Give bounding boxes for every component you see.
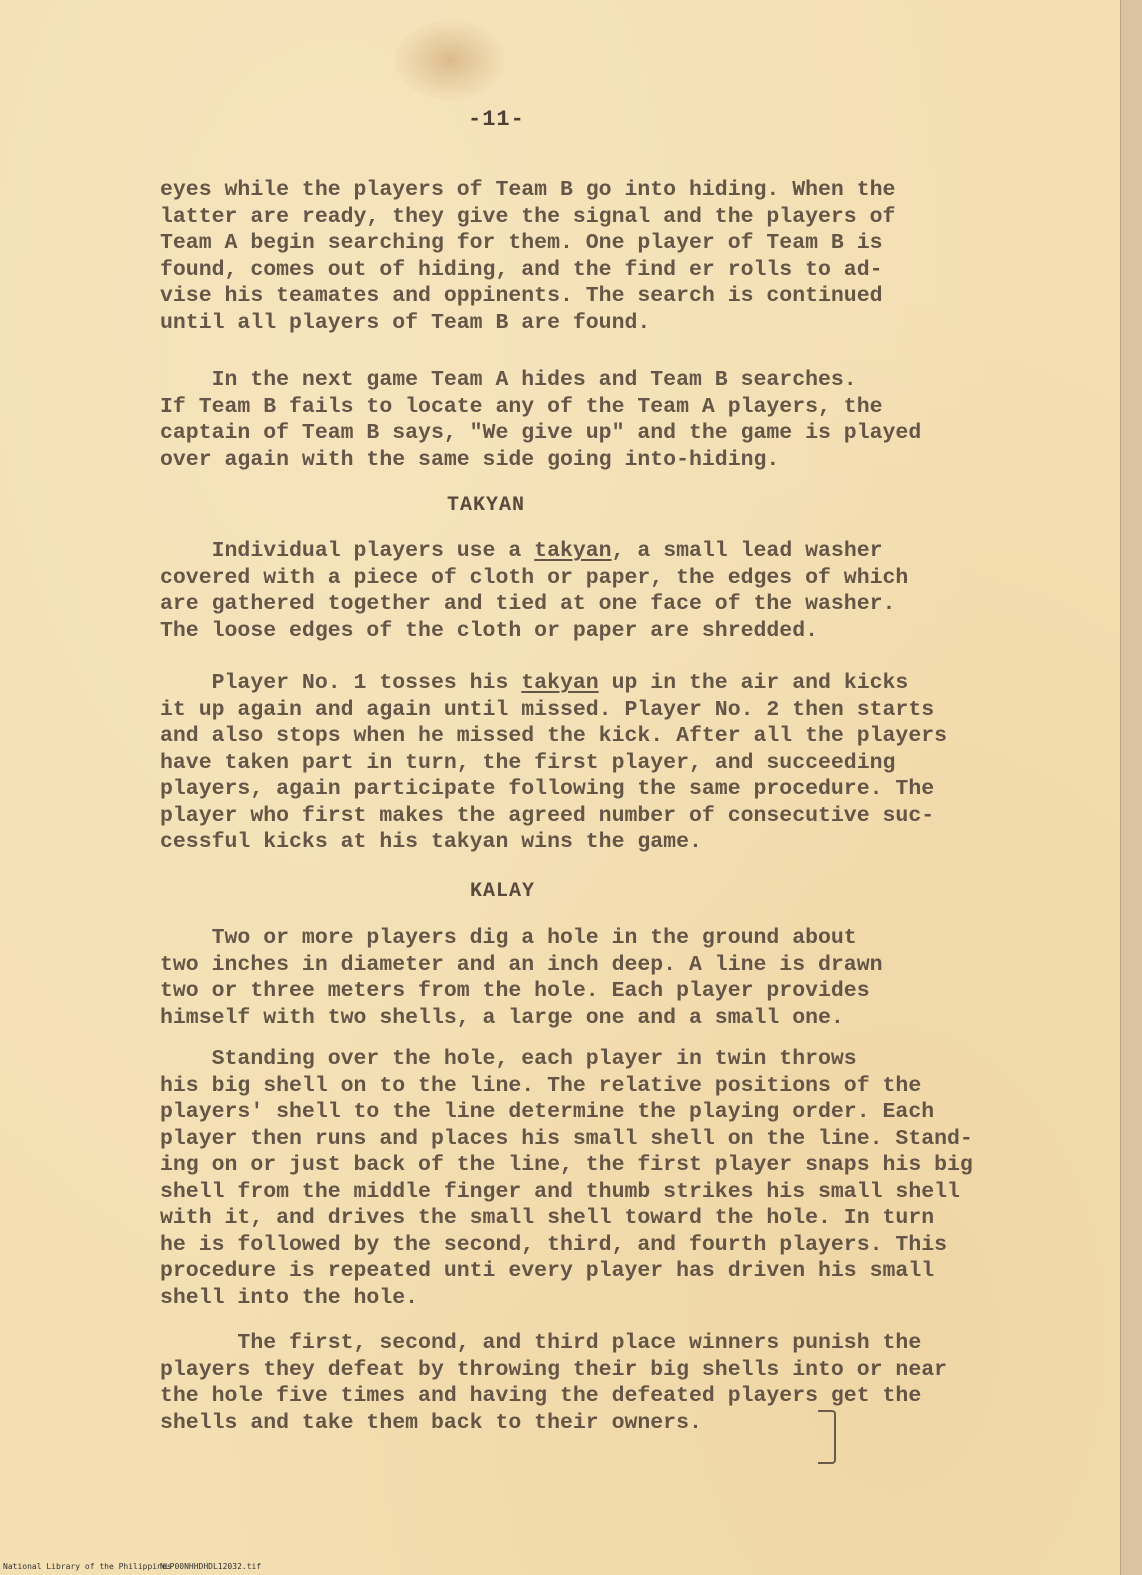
paragraph-text: Player No. 1 tosses his	[160, 671, 522, 695]
paragraph-kalay-setup: Two or more players dig a hole in the ground about two inches in diameter and an inch deep. A line is drawn two or three meters from the hole. Each player provides himself with two shells, a large one and a small one.	[160, 926, 883, 1030]
paragraph-text: Individual players use a	[160, 539, 535, 563]
heading-kalay: KALAY	[470, 880, 536, 903]
term-takyan: takyan	[534, 539, 612, 563]
page-number: -11-	[468, 107, 525, 132]
paragraph-kalay-winners: The first, second, and third place winners punish the players they defeat by throwing their big shells into or near the hole five times and having the defeated players get the shells and take them back to their owners.	[160, 1331, 948, 1435]
handwritten-bracket-mark	[818, 1410, 836, 1464]
paragraph-hide-and-seek-end: eyes while the players of Team B go into hiding. When the latter are ready, they give the signal and the players of Team A begin searching for them. One player of Team B is found, comes out of hiding, and the find er rolls to ad- vise his teamates and oppinents. The search is continued until all players of Team B are found.	[160, 178, 896, 335]
paragraph-team-a-hides: In the next game Team A hides and Team B searches. If Team B fails to locate any of the Team A players, the captain of Team B says, "We give up" and the game is played over again with the same side going into-hiding.	[160, 368, 922, 472]
page-edge	[1120, 0, 1142, 1575]
footer-file-id: NLP00NHHDHDL12032.tif	[160, 1562, 262, 1571]
footer-library-name: National Library of the Philippines	[3, 1562, 172, 1571]
paragraph-takyan-rules	[160, 670, 1110, 856]
paragraph-text: up in the air and kicks it up again and again until missed. Player No. 2 then starts and also stops when he missed the kick. After all the players have taken part in turn, the first player, and succeeding players, again participate following the same procedure. The player who first makes the agreed number of consecutive suc- cessful kicks at his takyan wins the game.	[160, 671, 948, 854]
paragraph-takyan-description	[160, 538, 1110, 644]
paper-stain	[395, 20, 505, 100]
paragraph-text: , a small lead washer covered with a piece of cloth or paper, the edges of which are gathered together and tied at one face of the washer. The loose edges of the cloth or paper are shredded.	[160, 539, 909, 643]
paragraph-kalay-play: Standing over the hole, each player in twin throws his big shell on to the line. The relative positions of the players' shell to the line determine the playing order. Each player then runs and places his small shell on the line. Stand- ing on or just back of the line, the first player snaps his big shell from the middle finger and thumb strikes his small shell with it, and drives the small shell toward the hole. In turn he is followed by the second, third, and fourth players. This procedure is repeated unti every player has driven his small shell into the hole.	[160, 1047, 973, 1310]
heading-takyan: TAKYAN	[447, 494, 526, 517]
term-takyan: takyan	[521, 671, 599, 695]
